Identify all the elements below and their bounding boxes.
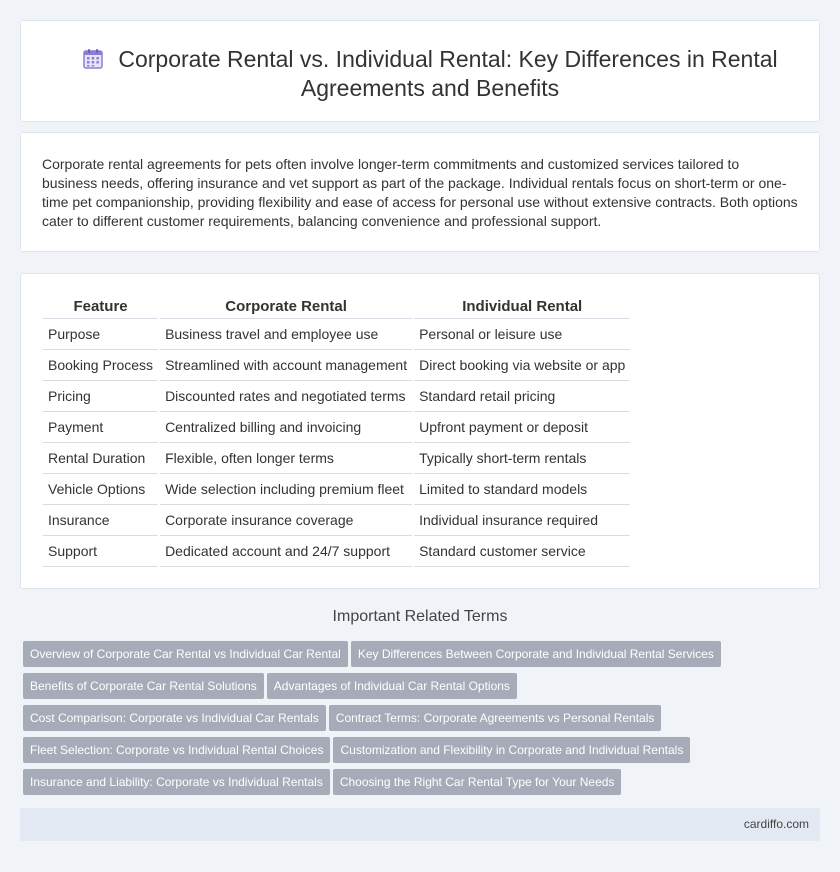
tag-row [23, 705, 803, 737]
corporate-cell: Flexible, often longer terms [160, 443, 412, 474]
individual-cell: Standard retail pricing [414, 381, 630, 412]
individual-cell: Upfront payment or deposit [414, 412, 630, 443]
title-card [20, 20, 820, 122]
corporate-cell: Centralized billing and invoicing [160, 412, 412, 443]
footer [20, 808, 820, 841]
related-terms-heading: Important Related Terms [332, 608, 508, 625]
intro-paragraph: Corporate rental agreements for pets often involve longer-term commitments and customized services tailored to business needs, offering insurance and vet support as part of the package. Individual rentals focus on short-term or one-time pet companionship, providing flexibility and ease of access for personal use without extensive contracts. Both options cater to different customer requirements, balancing convenience and professional support. [42, 156, 798, 229]
related-terms-list [23, 641, 803, 801]
table-row [43, 350, 630, 381]
corporate-cell: Discounted rates and negotiated terms [160, 381, 412, 412]
corporate-cell: Dedicated account and 24/7 support [160, 536, 412, 567]
table-row [43, 381, 630, 412]
header-feature: Feature [43, 294, 158, 319]
related-term-link[interactable]: Customization and Flexibility in Corporate and Individual Rentals [333, 737, 690, 763]
individual-cell: Direct booking via website or app [414, 350, 630, 381]
related-term-link[interactable]: Key Differences Between Corporate and Individual Rental Services [351, 641, 721, 667]
related-term-link[interactable]: Contract Terms: Corporate Agreements vs Personal Rentals [329, 705, 662, 731]
corporate-cell: Business travel and employee use [160, 319, 412, 350]
feature-cell: Purpose [43, 319, 158, 350]
tag-row [23, 737, 803, 769]
corporate-cell: Streamlined with account management [160, 350, 412, 381]
individual-cell: Typically short-term rentals [414, 443, 630, 474]
table-header-row [43, 294, 630, 319]
corporate-cell: Corporate insurance coverage [160, 505, 412, 536]
individual-cell: Standard customer service [414, 536, 630, 567]
header-individual: Individual Rental [414, 294, 630, 319]
table-row [43, 505, 630, 536]
comparison-table [41, 294, 632, 567]
feature-cell: Payment [43, 412, 158, 443]
footer-site-link[interactable]: cardiffo.com [743, 817, 809, 831]
feature-cell: Booking Process [43, 350, 158, 381]
related-term-link[interactable]: Overview of Corporate Car Rental vs Individual Car Rental [23, 641, 348, 667]
comparison-card [20, 273, 820, 589]
table-row [43, 412, 630, 443]
table-row [43, 474, 630, 505]
feature-cell: Vehicle Options [43, 474, 158, 505]
table-row [43, 319, 630, 350]
related-term-link[interactable]: Fleet Selection: Corporate vs Individual Rental Choices [23, 737, 330, 763]
related-term-link[interactable]: Cost Comparison: Corporate vs Individual Car Rentals [23, 705, 326, 731]
feature-cell: Support [43, 536, 158, 567]
related-term-link[interactable]: Benefits of Corporate Car Rental Solutions [23, 673, 264, 699]
individual-cell: Limited to standard models [414, 474, 630, 505]
individual-cell: Personal or leisure use [414, 319, 630, 350]
table-row [43, 536, 630, 567]
feature-cell: Pricing [43, 381, 158, 412]
page-title-wrap [61, 45, 799, 103]
tag-row [23, 641, 803, 673]
corporate-cell: Wide selection including premium fleet [160, 474, 412, 505]
feature-cell: Rental Duration [43, 443, 158, 474]
individual-cell: Individual insurance required [414, 505, 630, 536]
feature-cell: Insurance [43, 505, 158, 536]
header-corporate: Corporate Rental [160, 294, 412, 319]
tag-row [23, 769, 803, 801]
related-term-link[interactable]: Insurance and Liability: Corporate vs Individual Rentals [23, 769, 330, 795]
calendar-icon [82, 48, 104, 70]
related-term-link[interactable]: Advantages of Individual Car Rental Options [267, 673, 517, 699]
tag-row [23, 673, 803, 705]
related-term-link[interactable]: Choosing the Right Car Rental Type for Your Needs [333, 769, 622, 795]
page-title: Corporate Rental vs. Individual Rental: Key Differences in Rental Agreements and Benefits [118, 46, 778, 101]
intro-card [20, 132, 820, 252]
table-row [43, 443, 630, 474]
